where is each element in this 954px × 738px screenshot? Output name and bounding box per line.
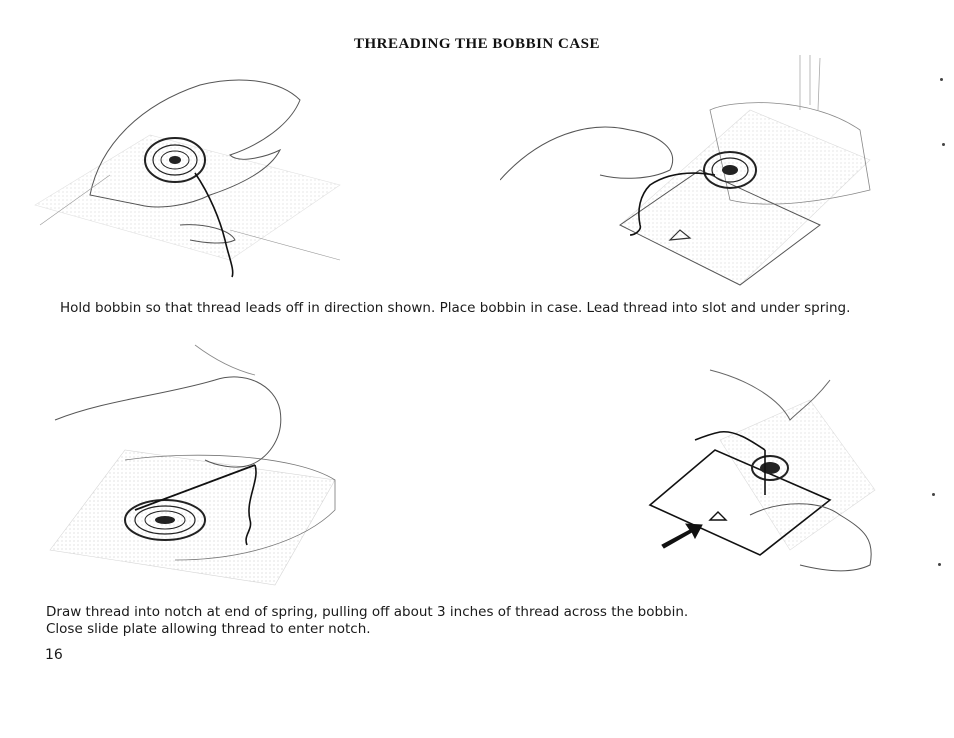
place-bobbin-illustration bbox=[500, 50, 880, 290]
page-number: 16 bbox=[45, 647, 63, 663]
margin-dot bbox=[938, 563, 941, 566]
margin-dot bbox=[940, 78, 943, 81]
instruction-text-bottom bbox=[46, 604, 866, 638]
hold-bobbin-illustration bbox=[30, 55, 350, 290]
margin-dot bbox=[942, 143, 945, 146]
draw-thread-illustration bbox=[45, 340, 345, 590]
instruction-text-top: Hold bobbin so that thread leads off in direction shown. Place bobbin in case. Lead thread into slot and under spring. bbox=[60, 300, 851, 316]
instruction-line-1: Draw thread into notch at end of spring, pulling off about 3 inches of thread across the bobbin. bbox=[46, 604, 689, 620]
instruction-line-2: Close slide plate allowing thread to enter notch. bbox=[46, 621, 371, 637]
page-title: THREADING THE BOBBIN CASE bbox=[353, 36, 601, 52]
close-slide-plate-illustration bbox=[640, 340, 900, 590]
margin-dot bbox=[932, 493, 935, 496]
